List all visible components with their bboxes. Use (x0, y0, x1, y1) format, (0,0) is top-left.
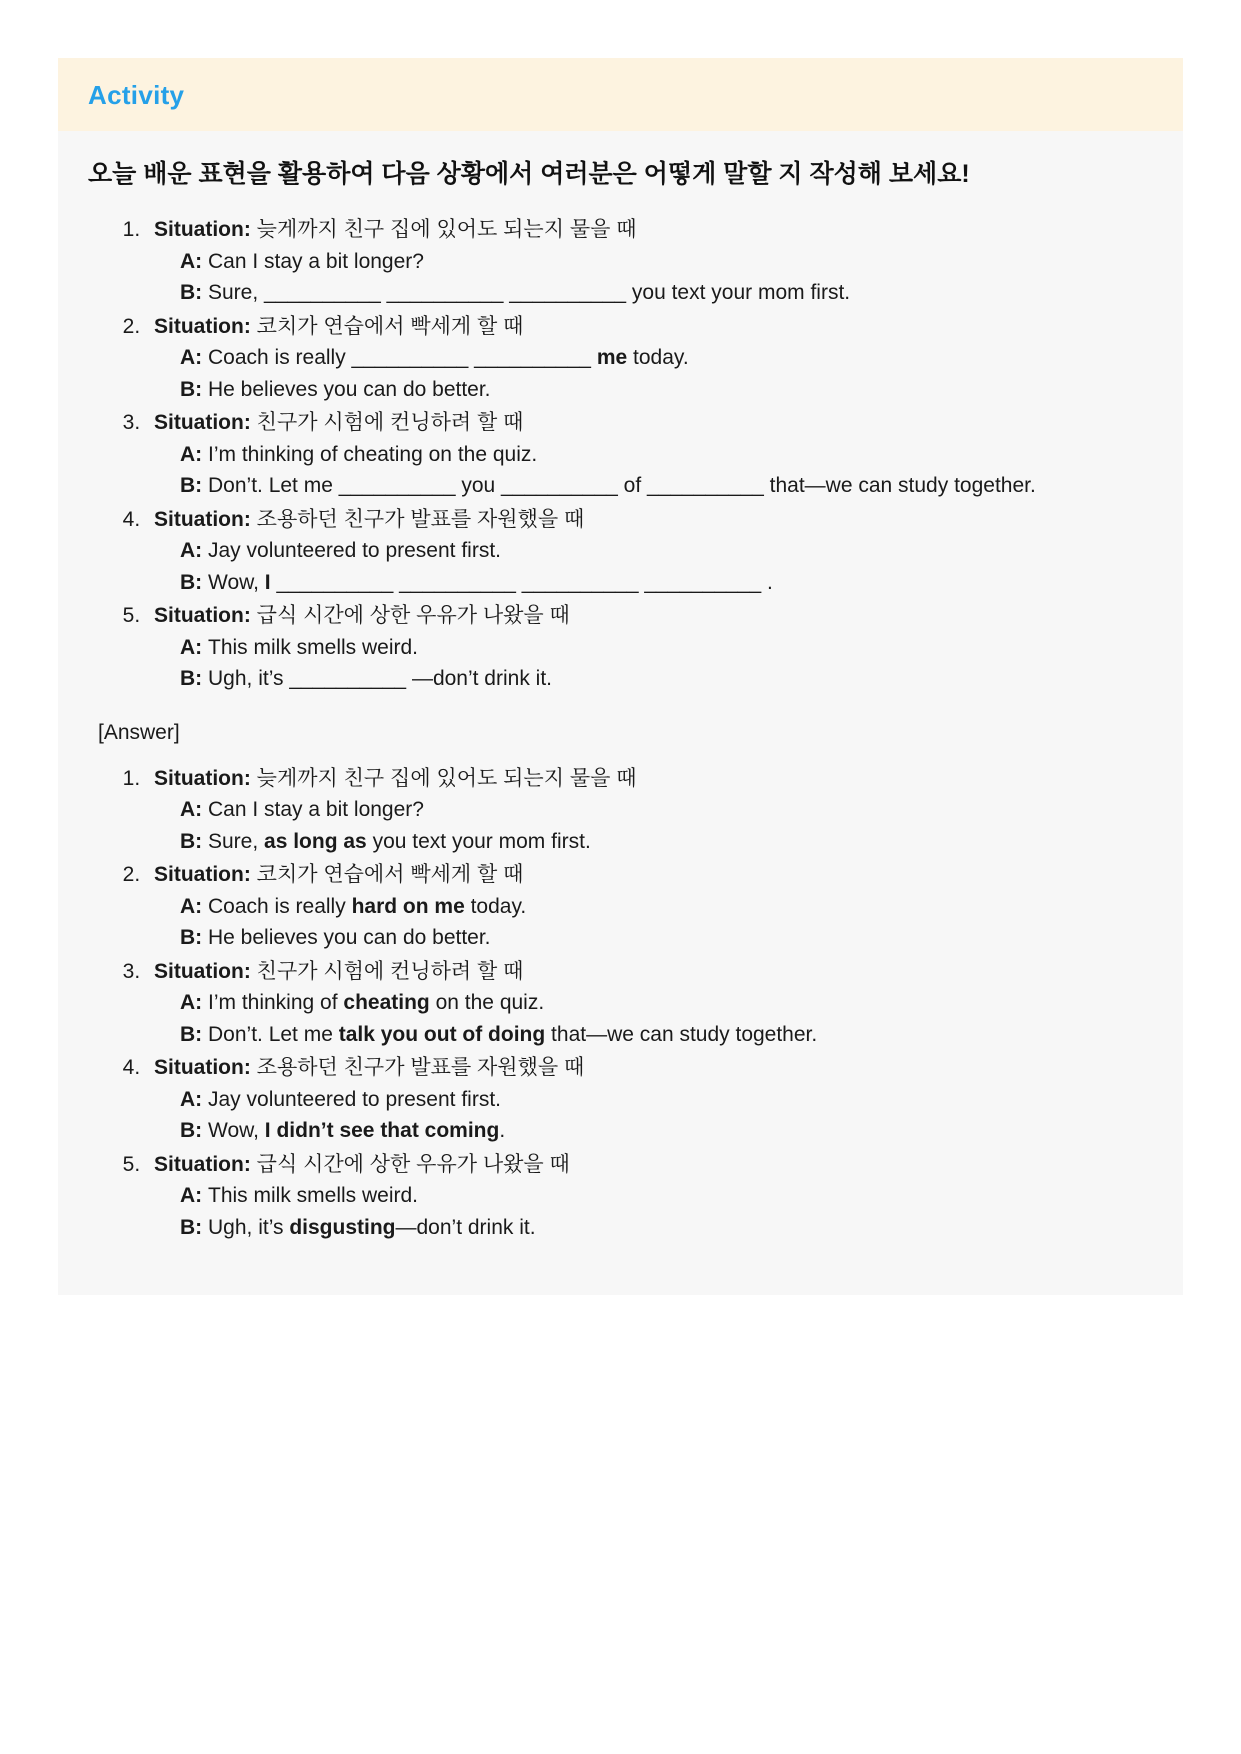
activity-body (58, 131, 1183, 1255)
answer-item (146, 1052, 1153, 1147)
answer-key-phrase: disgusting (289, 1215, 396, 1239)
exercise-item (146, 214, 1153, 309)
situation-label: Situation: (154, 411, 257, 434)
situation-text: 조용하던 친구가 발표를 자원했을 때 (256, 507, 585, 531)
speaker-b-label: B: (180, 377, 208, 401)
speaker-b-label: B: (180, 667, 208, 690)
situation-text: 급식 시간에 상한 우유가 나왔을 때 (256, 1152, 570, 1176)
answer-key-phrase: I didn’t see that coming (264, 1119, 500, 1142)
situation-label: Situation: (154, 766, 257, 790)
turn-b (154, 567, 1153, 599)
answer-item (146, 956, 1153, 1051)
activity-sheet (58, 58, 1183, 1295)
situation-label: Situation: (154, 604, 257, 627)
situation-text: 코치가 연습에서 빡세게 할 때 (256, 314, 524, 338)
speaker-b-label: B: (180, 1022, 208, 1046)
sentence-text: you text your mom first. (366, 829, 591, 853)
sentence-text: that—we can study together. (545, 1022, 818, 1046)
sentence-text: This milk smells weird. (208, 1184, 419, 1207)
situation-label: Situation: (154, 863, 257, 886)
speaker-a-label: A: (180, 539, 208, 562)
situation-text: 조용하던 친구가 발표를 자원했을 때 (256, 1056, 585, 1079)
activity-title: Activity (88, 80, 185, 110)
exercise-list (88, 214, 1153, 695)
sentence-text: Can I stay a bit longer? (208, 798, 424, 821)
situation-line (154, 407, 1153, 439)
sentence-text: Coach is really __________ __________ (208, 346, 597, 369)
sentence-text: Can I stay a bit longer? (208, 249, 424, 273)
speaker-a-label: A: (180, 442, 208, 466)
situation-label: Situation: (154, 1056, 257, 1079)
situation-line (154, 763, 1153, 795)
turn-b (154, 374, 1153, 406)
situation-line (154, 1149, 1153, 1181)
exercise-item (146, 504, 1153, 599)
answer-key-phrase: talk you out of doing (338, 1022, 546, 1046)
answer-key-phrase: cheating (343, 991, 430, 1014)
situation-label: Situation: (154, 218, 257, 241)
situation-text: 늦게까지 친구 집에 있어도 되는지 물을 때 (256, 218, 637, 241)
situation-line (154, 956, 1153, 988)
answer-item (146, 1149, 1153, 1244)
sentence-text: Coach is really (208, 894, 352, 918)
sentence-text: I’m thinking of cheating on the quiz. (208, 442, 538, 466)
situation-line (154, 600, 1153, 632)
situation-line (154, 214, 1153, 246)
sentence-text: today. (627, 346, 689, 369)
turn-b (154, 470, 1153, 502)
answer-key-phrase: as long as (264, 829, 367, 853)
speaker-a-label: A: (180, 249, 208, 273)
turn-a (154, 891, 1153, 923)
turn-b (154, 277, 1153, 309)
turn-b (154, 826, 1153, 858)
speaker-b-label: B: (180, 926, 208, 949)
sentence-text: Ugh, it’s (208, 1215, 290, 1239)
speaker-b-label: B: (180, 570, 208, 594)
sentence-text: Jay volunteered to present first. (208, 1087, 501, 1111)
answer-list (88, 763, 1153, 1244)
situation-label: Situation: (154, 959, 257, 983)
situation-label: Situation: (154, 507, 257, 531)
speaker-a-label: A: (180, 1087, 208, 1111)
turn-b (154, 1019, 1153, 1051)
sentence-text: I’m thinking of (208, 991, 344, 1014)
speaker-b-label: B: (180, 1119, 208, 1142)
speaker-a-label: A: (180, 991, 208, 1014)
situation-text: 늦게까지 친구 집에 있어도 되는지 물을 때 (256, 766, 637, 790)
exercise-item (146, 600, 1153, 695)
turn-a (154, 535, 1153, 567)
sentence-text: —don’t drink it. (395, 1215, 536, 1239)
speaker-b-label: B: (180, 474, 208, 497)
answer-item (146, 763, 1153, 858)
turn-b (154, 1212, 1153, 1244)
sentence-text: on the quiz. (429, 991, 545, 1014)
answer-key-phrase: I (264, 570, 271, 594)
speaker-a-label: A: (180, 635, 208, 659)
situation-label: Situation: (154, 314, 257, 338)
speaker-b-label: B: (180, 281, 208, 304)
activity-header (58, 58, 1183, 131)
sentence-text: . (499, 1119, 506, 1142)
speaker-a-label: A: (180, 1184, 208, 1207)
turn-a (154, 342, 1153, 374)
sentence-text: Wow, (208, 1119, 265, 1142)
situation-label: Situation: (154, 1152, 257, 1176)
turn-a (154, 439, 1153, 471)
sentence-text: Don’t. Let me __________ you __________ of __________ that—we can study together. (208, 474, 1036, 497)
turn-a (154, 1180, 1153, 1212)
exercise-item (146, 311, 1153, 406)
answer-key-phrase: me (596, 346, 628, 369)
turn-a (154, 1084, 1153, 1116)
speaker-b-label: B: (180, 1215, 208, 1239)
speaker-a-label: A: (180, 798, 208, 821)
situation-text: 친구가 시험에 컨닝하려 할 때 (256, 411, 524, 434)
speaker-b-label: B: (180, 829, 208, 853)
situation-text: 급식 시간에 상한 우유가 나왔을 때 (256, 604, 570, 627)
speaker-a-label: A: (180, 894, 208, 918)
turn-a (154, 987, 1153, 1019)
turn-b (154, 663, 1153, 695)
exercise-item (146, 407, 1153, 502)
answer-key-phrase: hard on me (351, 894, 465, 918)
sentence-text: This milk smells weird. (208, 635, 419, 659)
situation-line (154, 504, 1153, 536)
sentence-text: Sure, __________ __________ __________ you text your mom first. (208, 281, 851, 304)
situation-text: 코치가 연습에서 빡세게 할 때 (256, 863, 524, 886)
sentence-text: He believes you can do better. (208, 377, 491, 401)
situation-line (154, 859, 1153, 891)
turn-a (154, 246, 1153, 278)
sentence-text: today. (464, 894, 527, 918)
prompt-text: 오늘 배운 표현을 활용하여 다음 상황에서 여러분은 어떻게 말할 지 작성해 보세요! (88, 160, 970, 188)
sentence-text: Ugh, it’s __________ —don’t drink it. (208, 667, 552, 690)
turn-b (154, 922, 1153, 954)
sentence-text: __________ __________ __________ __________ . (270, 570, 773, 594)
sentence-text: Wow, (208, 570, 265, 594)
sentence-text: Sure, (208, 829, 265, 853)
turn-a (154, 632, 1153, 664)
turn-b (154, 1115, 1153, 1147)
turn-a (154, 794, 1153, 826)
situation-line (154, 1052, 1153, 1084)
sentence-text: He believes you can do better. (208, 926, 491, 949)
situation-line (154, 311, 1153, 343)
sentence-text: Don’t. Let me (208, 1022, 339, 1046)
sentence-text: Jay volunteered to present first. (208, 539, 501, 562)
situation-text: 친구가 시험에 컨닝하려 할 때 (256, 959, 524, 983)
answer-item (146, 859, 1153, 954)
answer-section-label: [Answer] (98, 720, 180, 744)
speaker-a-label: A: (180, 346, 208, 369)
